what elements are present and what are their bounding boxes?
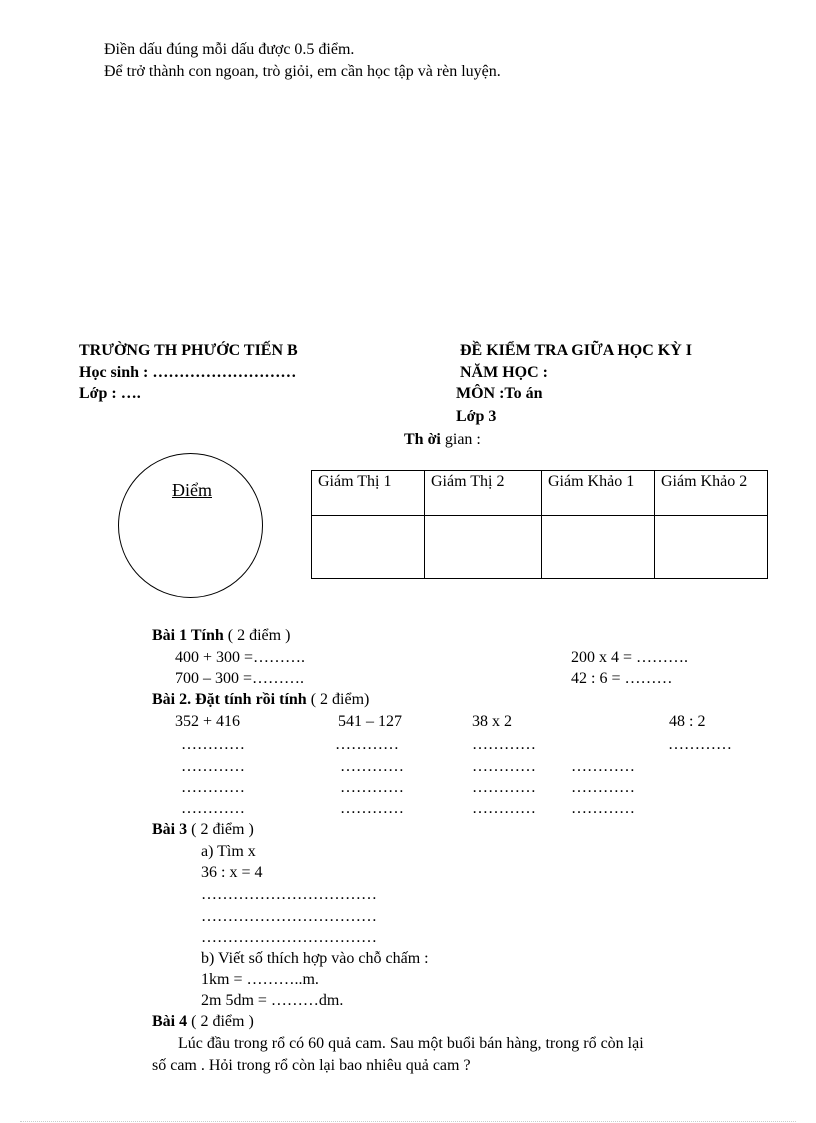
dot-line: ………… (472, 779, 536, 796)
class-field: Lớp : …. (79, 385, 141, 402)
bai2-problem: 352 + 416 (175, 713, 241, 730)
bai2-problem: 38 x 2 (472, 713, 512, 730)
bai2-points: ( 2 điểm) (306, 691, 370, 708)
bai2-problem: 48 : 2 (669, 713, 706, 730)
dot-line: ………… (340, 758, 404, 775)
grader-header: Giám Khảo 1 (542, 471, 655, 516)
dot-line: ………… (472, 758, 536, 775)
time-label: Th ời (404, 431, 441, 448)
grader-table (311, 470, 768, 579)
bai4-points: ( 2 điểm ) (187, 1013, 254, 1030)
bai2-problem: 541 – 127 (338, 713, 402, 730)
bai2-heading (152, 690, 369, 710)
score-circle (118, 453, 263, 598)
bai3-points: ( 2 điểm ) (187, 821, 254, 838)
dot-line: ………… (181, 736, 245, 753)
school-year: NĂM HỌC : (460, 364, 548, 381)
bai3-part-b: b) Viết số thích hợp vào chỗ chấm : (201, 950, 429, 967)
bai4-title: Bài 4 (152, 1013, 188, 1030)
note-line-2: Để trở thành con ngoan, trò giỏi, em cần học tập và rèn luyện. (104, 63, 501, 80)
bai4-line-1: Lúc đầu trong rổ có 60 quả cam. Sau một buổi bán hàng, trong rổ còn lại (178, 1035, 644, 1052)
bai4-line-2: số cam . Hỏi trong rổ còn lại bao nhiêu quả cam ? (152, 1057, 471, 1074)
bai3-part-a: a) Tìm x (201, 843, 256, 860)
bai2-title: Bài 2. Đặt tính rồi tính (152, 691, 307, 708)
bai1-item: 42 : 6 = ……… (571, 670, 673, 687)
dot-line: ………… (335, 736, 399, 753)
grader-signature-cell[interactable] (425, 516, 542, 579)
dot-line: ………… (181, 758, 245, 775)
grader-header: Giám Thị 2 (425, 471, 542, 516)
dot-line: ………… (571, 758, 635, 775)
bai1-item: 200 x 4 = ………. (571, 649, 689, 666)
answer-line: …………………………… (201, 929, 377, 946)
bai3-title: Bài 3 (152, 821, 188, 838)
bai1-item: 400 + 300 =………. (175, 649, 306, 666)
dot-line: ………… (571, 779, 635, 796)
dot-line: ………… (181, 779, 245, 796)
dot-line: ………… (571, 800, 635, 817)
grader-header: Giám Thị 1 (312, 471, 425, 516)
dot-line: ………… (472, 800, 536, 817)
bai1-points: ( 2 điểm ) (223, 627, 291, 644)
grade: Lớp 3 (456, 408, 497, 425)
dot-line: ………… (340, 779, 404, 796)
grader-header: Giám Khảo 2 (655, 471, 768, 516)
bai4-heading (152, 1012, 254, 1032)
bai3-equation: 36 : x = 4 (201, 864, 263, 881)
score-label: Điểm (172, 480, 212, 500)
dot-line: ………… (668, 736, 732, 753)
bai3-b2: 2m 5dm = ………dm. (201, 992, 344, 1009)
answer-line: …………………………… (201, 886, 377, 903)
school-name: TRƯỜNG TH PHƯỚC TIẾN B (79, 342, 298, 359)
bai3-heading (152, 820, 254, 840)
dot-line: ………… (181, 800, 245, 817)
note-line-1: Điền dấu đúng mỗi dấu được 0.5 điểm. (104, 41, 355, 58)
student-field: Học sinh : ……………………… (79, 364, 297, 381)
bai3-b1: 1km = ………..m. (201, 971, 319, 988)
time-field (404, 430, 481, 450)
grader-signature-cell[interactable] (312, 516, 425, 579)
answer-line: …………………………… (201, 908, 377, 925)
grader-signature-cell[interactable] (655, 516, 768, 579)
exam-title: ĐỀ KIỂM TRA GIỮA HỌC KỲ I (460, 342, 693, 359)
bai1-title: Bài 1 Tính (152, 627, 224, 644)
dot-line: ………… (340, 800, 404, 817)
bai1-heading (152, 626, 290, 646)
subject: MÔN :To án (456, 385, 543, 402)
grader-signature-cell[interactable] (542, 516, 655, 579)
time-rest: gian : (444, 431, 481, 448)
dot-line: ………… (472, 736, 536, 753)
page-bottom-divider (20, 1121, 796, 1122)
bai1-item: 700 – 300 =………. (175, 670, 305, 687)
